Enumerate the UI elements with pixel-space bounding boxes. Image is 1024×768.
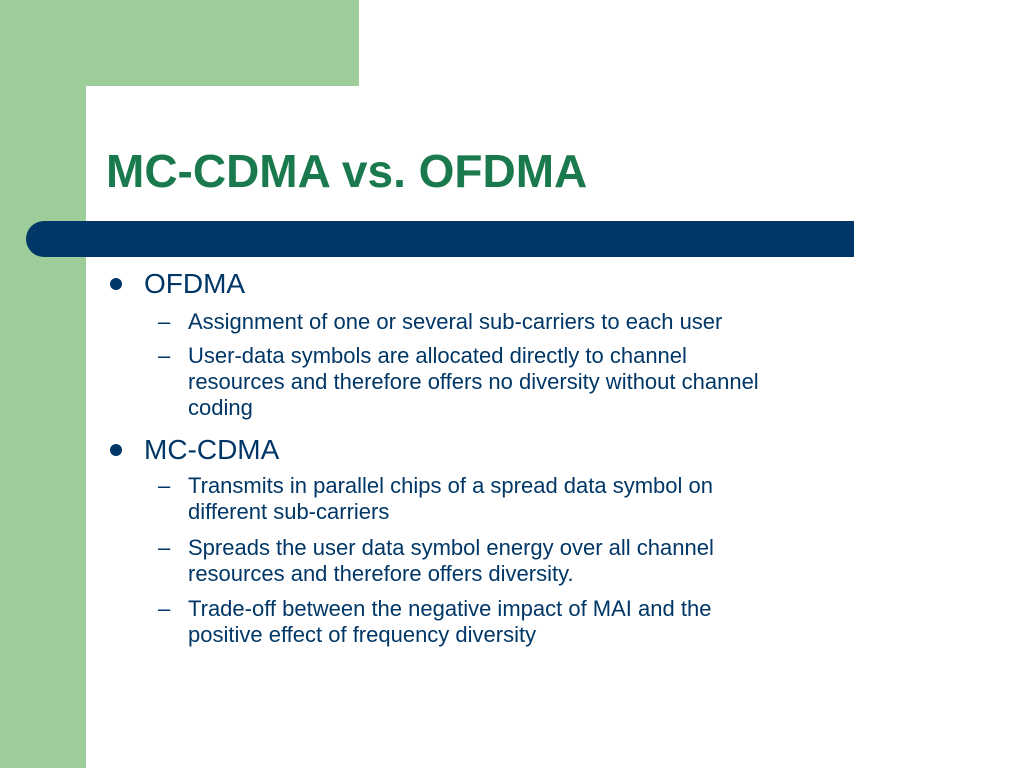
slide-title: MC-CDMA vs. OFDMA <box>106 145 588 197</box>
list-item-line: Transmits in parallel chips of a spread data symbol on <box>188 473 713 498</box>
dash-marker: – <box>158 596 171 621</box>
list-item-line: Spreads the user data symbol energy over all channel <box>188 535 714 560</box>
list-item-line: resources and therefore offers diversity. <box>188 561 574 586</box>
list-item-line: resources and therefore offers no diversity without channel <box>188 369 759 394</box>
dash-marker: – <box>158 535 171 560</box>
dash-marker: – <box>158 343 171 368</box>
bullet-dot <box>110 444 122 456</box>
list-item <box>188 473 968 525</box>
list-item <box>188 535 968 587</box>
list-item-line: Trade-off between the negative impact of MAI and the <box>188 596 712 621</box>
list-item <box>188 343 968 421</box>
list-item-line: coding <box>188 395 253 420</box>
list-item-line: positive effect of frequency diversity <box>188 622 537 647</box>
list-item-line: different sub-carriers <box>188 499 390 524</box>
dash-marker: – <box>158 309 171 334</box>
section-heading-mc-cdma: MC-CDMA <box>144 434 280 465</box>
list-item-line: User-data symbols are allocated directly to channel <box>188 343 687 368</box>
dash-marker: – <box>158 473 171 498</box>
list-item <box>188 309 968 335</box>
list-item-line: Assignment of one or several sub-carriers to each user <box>188 309 723 334</box>
section-heading-ofdma: OFDMA <box>144 268 246 299</box>
list-item <box>188 596 968 648</box>
bullet-dot <box>110 278 122 290</box>
